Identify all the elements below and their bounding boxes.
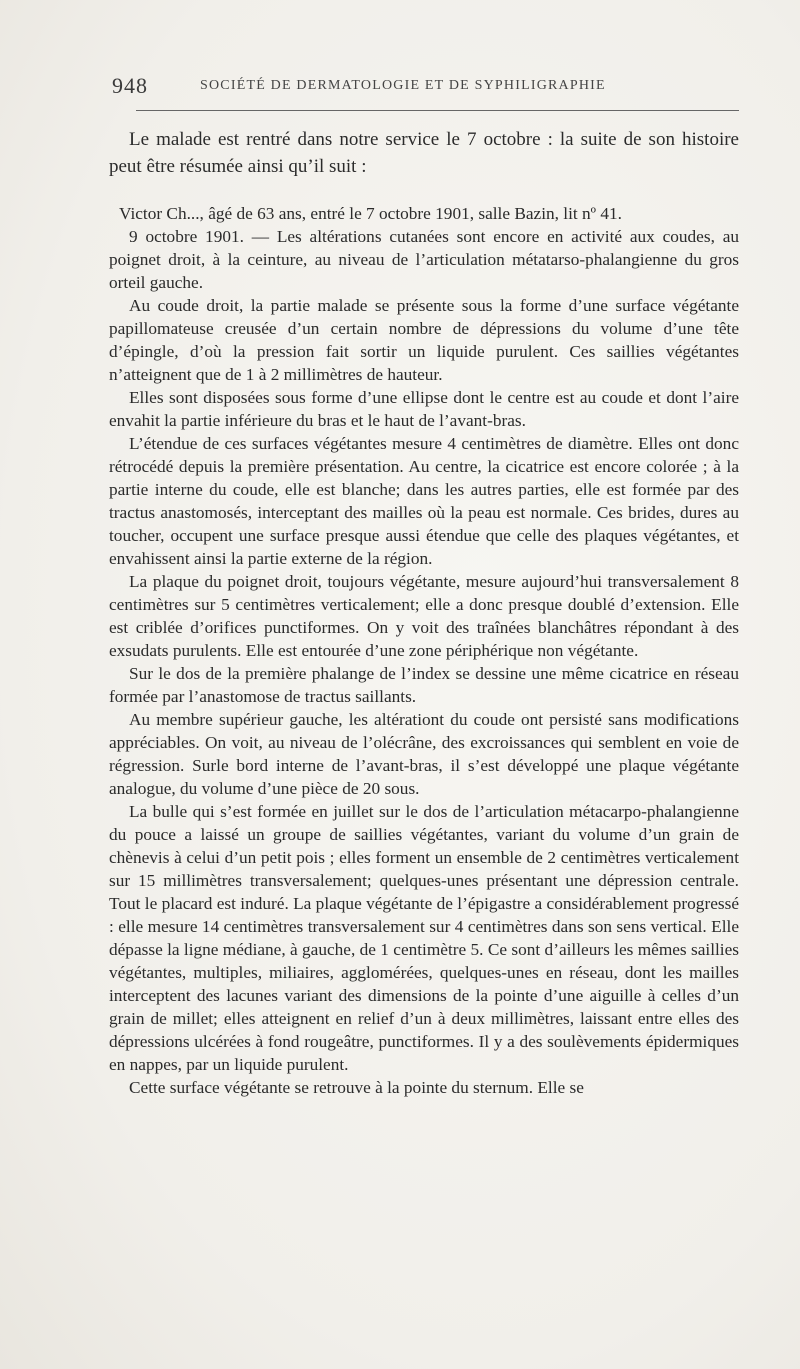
page-header [112,73,742,101]
body-text [109,126,739,1099]
paragraph-right-elbow: Au coude droit, la partie malade se présente sous la forme d’une surface végétante papillomateuse creusée d’un certain nombre de dépressions du volume d’une tête d’épingle, d’où la pression fait sortir un liquide purulent. Ces saillies végétantes n’atteignent que de 1 à 2 millimètres de hauteur. [109,296,739,384]
intro-paragraph: Le malade est rentré dans notre service le 7 octobre : la suite de son histoire peut être résumée ainsi qu’il suit : [109,129,739,177]
paragraph-ellipse: Elles sont disposées sous forme d’une ellipse dont le centre est au coude et dont l’aire envahit la partie inférieure du bras et le haut de l’avant-bras. [109,388,739,430]
paragraph-extent: L’étendue de ces surfaces végétantes mesure 4 centimètres de diamètre. Elles ont donc rétrocédé depuis la première présentation. Au centre, la cicatrice est encore colorée ; à la partie interne du coude, elle est blanche; dans les autres parties, elle est formée par des tractus anastomosés, interceptant des mailles où la peau est normale. Ces brides, dures au toucher, occupent une surface presque aussi étendue que celle des plaques végétantes, et envahissent ainsi la partie externe de la région. [109,434,739,568]
paragraph-date: 9 octobre 1901. — Les altérations cutanées sont encore en activité aux coudes, au poignet droit, à la ceinture, au niveau de l’articulation métatarso-phalangienne du gros orteil gauche. [109,227,739,292]
paragraph-thumb-epigastrium: La bulle qui s’est formée en juillet sur le dos de l’articulation métacarpo-phalangienne du pouce a laissé un groupe de saillies végétantes, variant du volume d’un grain de chènevis à celui d’un petit pois ; elles forment un ensemble de 2 centimètres verticalement sur 15 millimètres transversalement; quelques-unes présentant une dépression centrale. Tout le placard est induré. La plaque végétante de l’épigastre a considérablement progressé : elle mesure 14 centimètres transversalement sur 4 centimètres dans son sens vertical. Elle dépasse la ligne médiane, à gauche, de 1 centimètre 5. Ce sont d’ailleurs les mêmes saillies végétantes, multiples, miliaires, agglomérées, quelques-unes en réseau, dont les mailles interceptent des lacunes variant des dimensions de la pointe d’une aiguille à celles d’un grain de millet; elles atteignent en relief d’un à deux millimètres, laissant entre elles des dépressions ulcérées à fond rougeâtre, punctiformes. Il y a des soulèvements épidermiques en nappes, par un liquide purulent. [109,802,739,1074]
paragraph-index: Sur le dos de la première phalange de l’index se dessine une même cicatrice en réseau formée par l’anastomose de tractus saillants. [109,664,739,706]
paragraph-right-wrist: La plaque du poignet droit, toujours végétante, mesure aujourd’hui transversalement 8 centimètres sur 5 centimètres verticalement; elle a donc presque doublé d’extension. Elle est criblée d’orifices punctiformes. On y voit des traînées blanchâtres répondant à des exsudats purulents. Elle est entourée d’une zone périphérique non végétante. [109,572,739,660]
paragraph-sternum: Cette surface végétante se retrouve à la pointe du sternum. Elle se [129,1078,584,1097]
page-number: 948 [112,73,148,98]
paragraph-left-arm: Au membre supérieur gauche, les altérationt du coude ont persisté sans modifications appréciables. On voit, au niveau de l’olécrâne, des excroissances qui semblent en voie de régression. Surle bord interne de l’avant-bras, il s’est développé une plaque végétante analogue, du volume d’une pièce de 20 sous. [109,710,739,798]
patient-entry: Victor Ch..., âgé de 63 ans, entré le 7 octobre 1901, salle Bazin, lit nº 41. [119,204,622,223]
running-head: SOCIÉTÉ DE DERMATOLOGIE ET DE SYPHILIGRAPHIE [200,78,606,93]
header-rule [136,110,739,111]
